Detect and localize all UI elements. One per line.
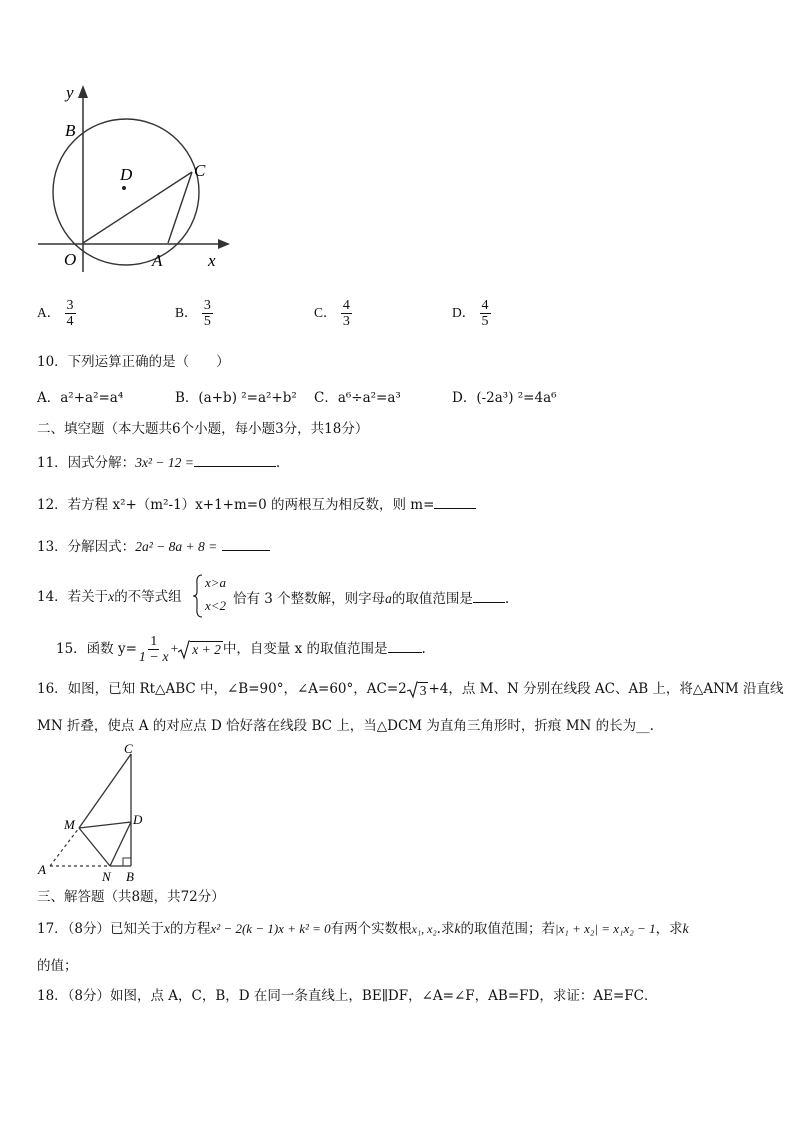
- q13: 13．分解因式：2a² − 8a + 8 =: [37, 536, 270, 556]
- answer-blank: [222, 536, 270, 551]
- q9-option-b: B． $\frac{3}{5}$: [175, 298, 211, 329]
- q10-option-a: A．a²+a²=a⁴: [37, 390, 124, 406]
- q9-option-d: D． $\frac{4}{5}$: [452, 298, 489, 329]
- q18: 18．（8分）如图，点 A，C，B，D 在同一条直线上，BE∥DF，∠A=∠F，AB=FD，求证：AE=FC．: [37, 988, 658, 1004]
- sqrt-expression: x + 2: [178, 640, 223, 660]
- sqrt-expression: 3: [407, 681, 429, 699]
- label-n: N: [102, 869, 111, 882]
- fraction: $\frac{4}{5}$: [481, 298, 489, 329]
- section-heading-solutions: 三、解答题（共8题，共72分）: [37, 889, 225, 905]
- q14-cont: 恰有 3 个整数解，则字母a的取值范围是 .: [233, 588, 509, 608]
- segment-oc: [83, 172, 192, 243]
- answer-blank: [473, 588, 505, 603]
- segment-nd: [110, 822, 131, 866]
- right-angle-mark: [123, 858, 131, 866]
- y-axis-arrow: [78, 85, 88, 98]
- center-point-d: [122, 186, 126, 190]
- q10-option-d: D．(-2a³) ²=4a⁶: [452, 390, 557, 406]
- q10-stem: 10．下列运算正确的是（ ）: [37, 354, 230, 370]
- inequality-1: x>a: [205, 575, 227, 590]
- label-c: C: [194, 161, 206, 180]
- label-d: D: [133, 812, 143, 827]
- segment-ac: [168, 172, 192, 243]
- fraction: $\frac{1}{1 - x}$: [138, 634, 169, 665]
- label-y: y: [66, 83, 74, 102]
- left-brace: [193, 574, 203, 618]
- inequality-2: x<2: [205, 598, 227, 613]
- q10-option-b: B．(a+b) ²=a²+b²: [175, 390, 297, 406]
- label-x: x: [208, 251, 216, 270]
- label-a: A: [38, 862, 46, 877]
- label-m: M: [64, 817, 75, 832]
- fraction: $\frac{4}{3}$: [342, 298, 350, 329]
- answer-blank: [194, 452, 276, 467]
- radical-sign: [407, 681, 418, 699]
- fraction: $\frac{3}{5}$: [203, 298, 211, 329]
- label-o: O: [64, 250, 77, 269]
- label-c: C: [124, 742, 133, 756]
- q15: 15．函数 y= $\frac{1}{1 - x}$ + x + 2 中，自变量 x 的取值范围是 .: [56, 634, 426, 665]
- label-d: D: [120, 165, 133, 184]
- answer-blank: [388, 638, 422, 653]
- segment-mc: [79, 754, 131, 828]
- circle-coordinate-figure: [36, 80, 236, 275]
- triangle-fold-figure: [34, 742, 154, 882]
- q16-line-1: 16．如图，已知 Rt△ABC 中，∠B=90°，∠A=60°，AC=2 3 +4，点 M、N 分别在线段 AC、AB 上，将△ANM 沿直线: [37, 681, 784, 698]
- segment-md: [79, 822, 131, 828]
- radical-sign: [178, 640, 190, 660]
- dashed-am: [50, 828, 79, 866]
- label-b: B: [126, 869, 134, 882]
- q17-line-2: 的值；: [37, 958, 78, 974]
- segment-mn: [79, 828, 110, 866]
- q11: 11．因式分解：3x² − 12 = .: [37, 452, 280, 472]
- answer-blank: [434, 494, 476, 509]
- q14: 14．若关于x的不等式组: [37, 589, 182, 605]
- q9-option-a: A． $\frac{3}{4}$: [37, 298, 74, 329]
- q9-option-c: C． $\frac{4}{3}$: [314, 298, 350, 329]
- q16-line-2: MN 折叠，使点 A 的对应点 D 恰好落在线段 BC 上，当△DCM 为直角三角形时，折痕 MN 的长为__.: [37, 718, 654, 734]
- q10-option-c: C．a⁶÷a²=a³: [314, 390, 401, 406]
- q17-line-1: 17．（8分）已知关于x的方程x² − 2(k − 1)x + k² = 0有两个实数根x₁, x₂.求k的取值范围；若|x₁ + x₂| = x₁x₂ − 1，求k: [37, 921, 689, 937]
- fraction: $\frac{3}{4}$: [66, 298, 74, 329]
- x-axis-arrow: [218, 239, 230, 249]
- label-a: A: [152, 251, 163, 270]
- section-heading-fill-in: 二、填空题（本大题共6个小题，每小题3分，共18分）: [37, 421, 369, 437]
- q12: 12．若方程 x²+（m²-1）x+1+m=0 的两根互为相反数，则 m=: [37, 494, 476, 514]
- label-b: B: [65, 121, 76, 140]
- circle: [53, 119, 199, 265]
